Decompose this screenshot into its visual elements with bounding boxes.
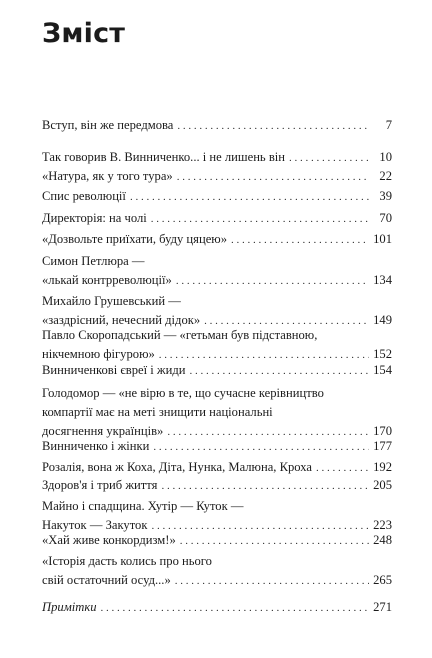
toc-entry[interactable] bbox=[42, 167, 392, 187]
toc-entry-page: 248 bbox=[373, 533, 392, 547]
toc-entry-title: Так говорив В. Винниченко... і не лишень він bbox=[42, 150, 286, 164]
toc-entry-title: «Дозвольте приїхати, буду цяцею» bbox=[42, 232, 228, 246]
toc-entry-title: Директорія: на чолі bbox=[42, 211, 147, 225]
toc-entry[interactable] bbox=[42, 361, 392, 381]
toc-entry[interactable] bbox=[42, 148, 392, 168]
dot-leader bbox=[180, 532, 369, 551]
dot-leader bbox=[177, 117, 370, 136]
toc-entry-page: 134 bbox=[373, 273, 392, 287]
toc-entry-title-continued: компартії має на меті знищити національні bbox=[42, 405, 273, 419]
toc-entry[interactable] bbox=[42, 458, 392, 478]
toc-entry[interactable] bbox=[42, 116, 392, 136]
toc-entry-title: Михайло Грушевський — bbox=[42, 294, 181, 308]
toc-entry-title: Винниченкові євреї і жиди bbox=[42, 363, 186, 377]
toc-entry-title-continued: «заздрісний, нечесний дідок» bbox=[42, 313, 201, 327]
toc-entry-title: Спис революції bbox=[42, 189, 126, 203]
toc-entry[interactable] bbox=[42, 252, 392, 291]
toc-entry-page: 70 bbox=[379, 211, 392, 225]
toc-entry[interactable] bbox=[42, 476, 392, 496]
toc-entry-page: 101 bbox=[373, 232, 392, 246]
dot-leader bbox=[190, 362, 370, 381]
toc-entry-title: Голодомор — «не вірю в те, що сучасне керівництво bbox=[42, 386, 324, 400]
toc-entry-title: «Натура, як у того тура» bbox=[42, 169, 173, 183]
toc-entry[interactable] bbox=[42, 230, 392, 250]
toc-entry-page: 154 bbox=[373, 363, 392, 377]
toc-entry-page: 192 bbox=[373, 460, 392, 474]
toc-entry[interactable] bbox=[42, 531, 392, 551]
toc-entry-title: Вступ, він же передмова bbox=[42, 118, 174, 132]
dot-leader bbox=[151, 210, 370, 229]
toc-entry-page: 152 bbox=[373, 347, 392, 361]
toc-entry-title-continued: «лькай контрреволюції» bbox=[42, 273, 172, 287]
toc-entry-title: «Історія дасть колись про нього bbox=[42, 554, 212, 568]
toc-entry-title-continued: досягнення українців» bbox=[42, 424, 164, 438]
dot-leader bbox=[161, 477, 369, 496]
toc-entry-page: 10 bbox=[379, 150, 392, 164]
toc-entry-page: 265 bbox=[373, 573, 392, 587]
dot-leader bbox=[101, 599, 370, 618]
toc-entry-title: Симон Петлюра — bbox=[42, 254, 145, 268]
toc-entry-page: 149 bbox=[373, 313, 392, 327]
toc-entry[interactable] bbox=[42, 187, 392, 207]
toc-entry-page: 205 bbox=[373, 478, 392, 492]
toc-entry-page: 39 bbox=[379, 189, 392, 203]
dot-leader bbox=[289, 149, 370, 168]
toc-entry-title: Здоров'я і триб життя bbox=[42, 478, 158, 492]
toc-entry[interactable] bbox=[42, 209, 392, 229]
toc-entry-page: 223 bbox=[373, 518, 392, 532]
toc-entry-title: Винниченко і жінки bbox=[42, 439, 150, 453]
toc-entry-title-continued: Накуток — Закуток bbox=[42, 518, 148, 532]
toc-entry-title: Павло Скоропадський — «гетьман був підставною, bbox=[42, 328, 318, 342]
toc-entry-page: 7 bbox=[385, 118, 392, 132]
toc-entry[interactable] bbox=[42, 384, 392, 442]
toc-entry-page: 22 bbox=[379, 169, 392, 183]
toc-entry-title-continued: свій остаточний осуд...» bbox=[42, 573, 171, 587]
dot-leader bbox=[175, 572, 369, 591]
toc-entry-page: 177 bbox=[373, 439, 392, 453]
toc-entry[interactable] bbox=[42, 552, 392, 591]
toc-entry-title-continued: нікчемною фігурою» bbox=[42, 347, 155, 361]
toc-entry-page: 170 bbox=[373, 424, 392, 438]
toc-entry-title: Розалія, вона ж Коха, Діта, Нунка, Малюна, Кроха bbox=[42, 460, 312, 474]
dot-leader bbox=[176, 272, 369, 291]
toc-entry-title: Примітки bbox=[42, 600, 97, 614]
dot-leader bbox=[130, 188, 370, 207]
toc-entry[interactable] bbox=[42, 437, 392, 457]
dot-leader bbox=[153, 438, 369, 457]
dot-leader bbox=[231, 231, 369, 250]
toc-entry-title: Майно і спадщина. Хутір — Куток — bbox=[42, 499, 244, 513]
toc-entry-notes[interactable] bbox=[42, 598, 392, 618]
toc-entry[interactable] bbox=[42, 326, 392, 365]
dot-leader bbox=[177, 168, 370, 187]
toc-entry-page: 271 bbox=[373, 600, 392, 614]
page-title: Зміст bbox=[42, 18, 126, 49]
toc-entry-title: «Хай живе конкордизм!» bbox=[42, 533, 176, 547]
